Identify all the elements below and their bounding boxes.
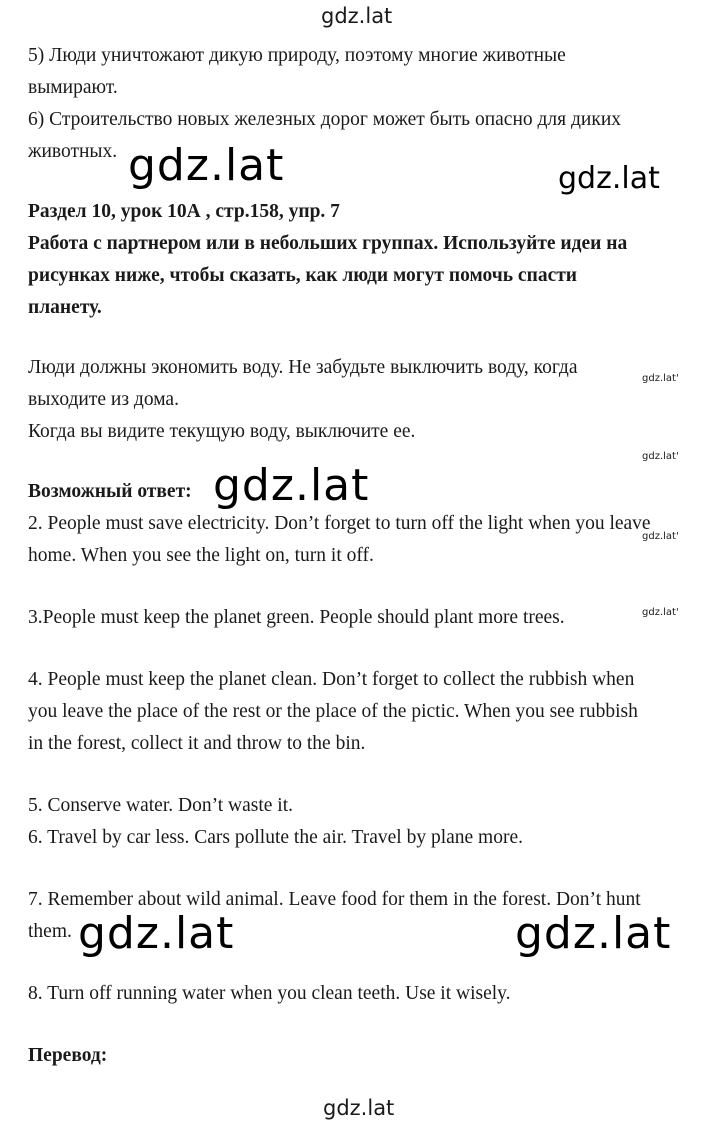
- answer-line: 6. Travel by car less. Cars pollute the air. Travel by plane more.: [28, 827, 524, 848]
- text-line: 5) Люди уничтожают дикую природу, поэтому многие животные: [28, 45, 566, 66]
- watermark-large: gdz.lat: [213, 460, 370, 511]
- watermark-tiny: gdz.lat': [642, 373, 679, 384]
- header-watermark: gdz.lat: [321, 4, 393, 28]
- watermark-medium: gdz.lat: [558, 161, 660, 196]
- answer-label: Возможный ответ:: [28, 481, 192, 502]
- answer-line: 7. Remember about wild animal. Leave food for them in the forest. Don’t hunt: [28, 889, 641, 910]
- translation-label: Перевод:: [28, 1045, 108, 1066]
- answer-line: them.: [28, 921, 72, 942]
- answer-line: 5. Conserve water. Don’t waste it.: [28, 795, 294, 816]
- watermark-tiny: gdz.lat': [642, 531, 679, 542]
- answer-line: 4. People must keep the planet clean. Don’t forget to collect the rubbish when: [28, 669, 635, 690]
- example-line: Люди должны экономить воду. Не забудьте выключить воду, когда: [28, 357, 578, 378]
- answer-line: 2. People must save electricity. Don’t forget to turn off the light when you leave: [28, 513, 651, 534]
- watermark-large: gdz.lat: [515, 908, 672, 959]
- example-line: выходите из дома.: [28, 389, 179, 410]
- footer-watermark: gdz.lat: [323, 1096, 395, 1120]
- section-title: Раздел 10, урок 10А , стр.158, упр. 7: [28, 201, 340, 222]
- text-line: 6) Строительство новых железных дорог может быть опасно для диких: [28, 109, 622, 130]
- answer-line: you leave the place of the rest or the place of the pictic. When you see rubbish: [28, 701, 638, 722]
- task-line: Работа с партнером или в небольших группах. Используйте идеи на: [28, 233, 628, 254]
- text-line: животных.: [28, 141, 118, 162]
- answer-line: 3.People must keep the planet green. People should plant more trees.: [28, 607, 565, 628]
- answer-line: 8. Turn off running water when you clean teeth. Use it wisely.: [28, 983, 511, 1004]
- watermark-tiny: gdz.lat': [642, 451, 679, 462]
- answer-line: home. When you see the light on, turn it off.: [28, 545, 374, 566]
- watermark-tiny: gdz.lat': [642, 607, 679, 618]
- watermark-large: gdz.lat: [128, 140, 285, 191]
- text-line: вымирают.: [28, 77, 118, 98]
- task-line: планету.: [28, 297, 102, 318]
- example-line: Когда вы видите текущую воду, выключите ее.: [28, 421, 416, 442]
- answer-line: in the forest, collect it and throw to the bin.: [28, 733, 366, 754]
- watermark-large: gdz.lat: [78, 908, 235, 959]
- task-line: рисунках ниже, чтобы сказать, как люди могут помочь спасти: [28, 265, 578, 286]
